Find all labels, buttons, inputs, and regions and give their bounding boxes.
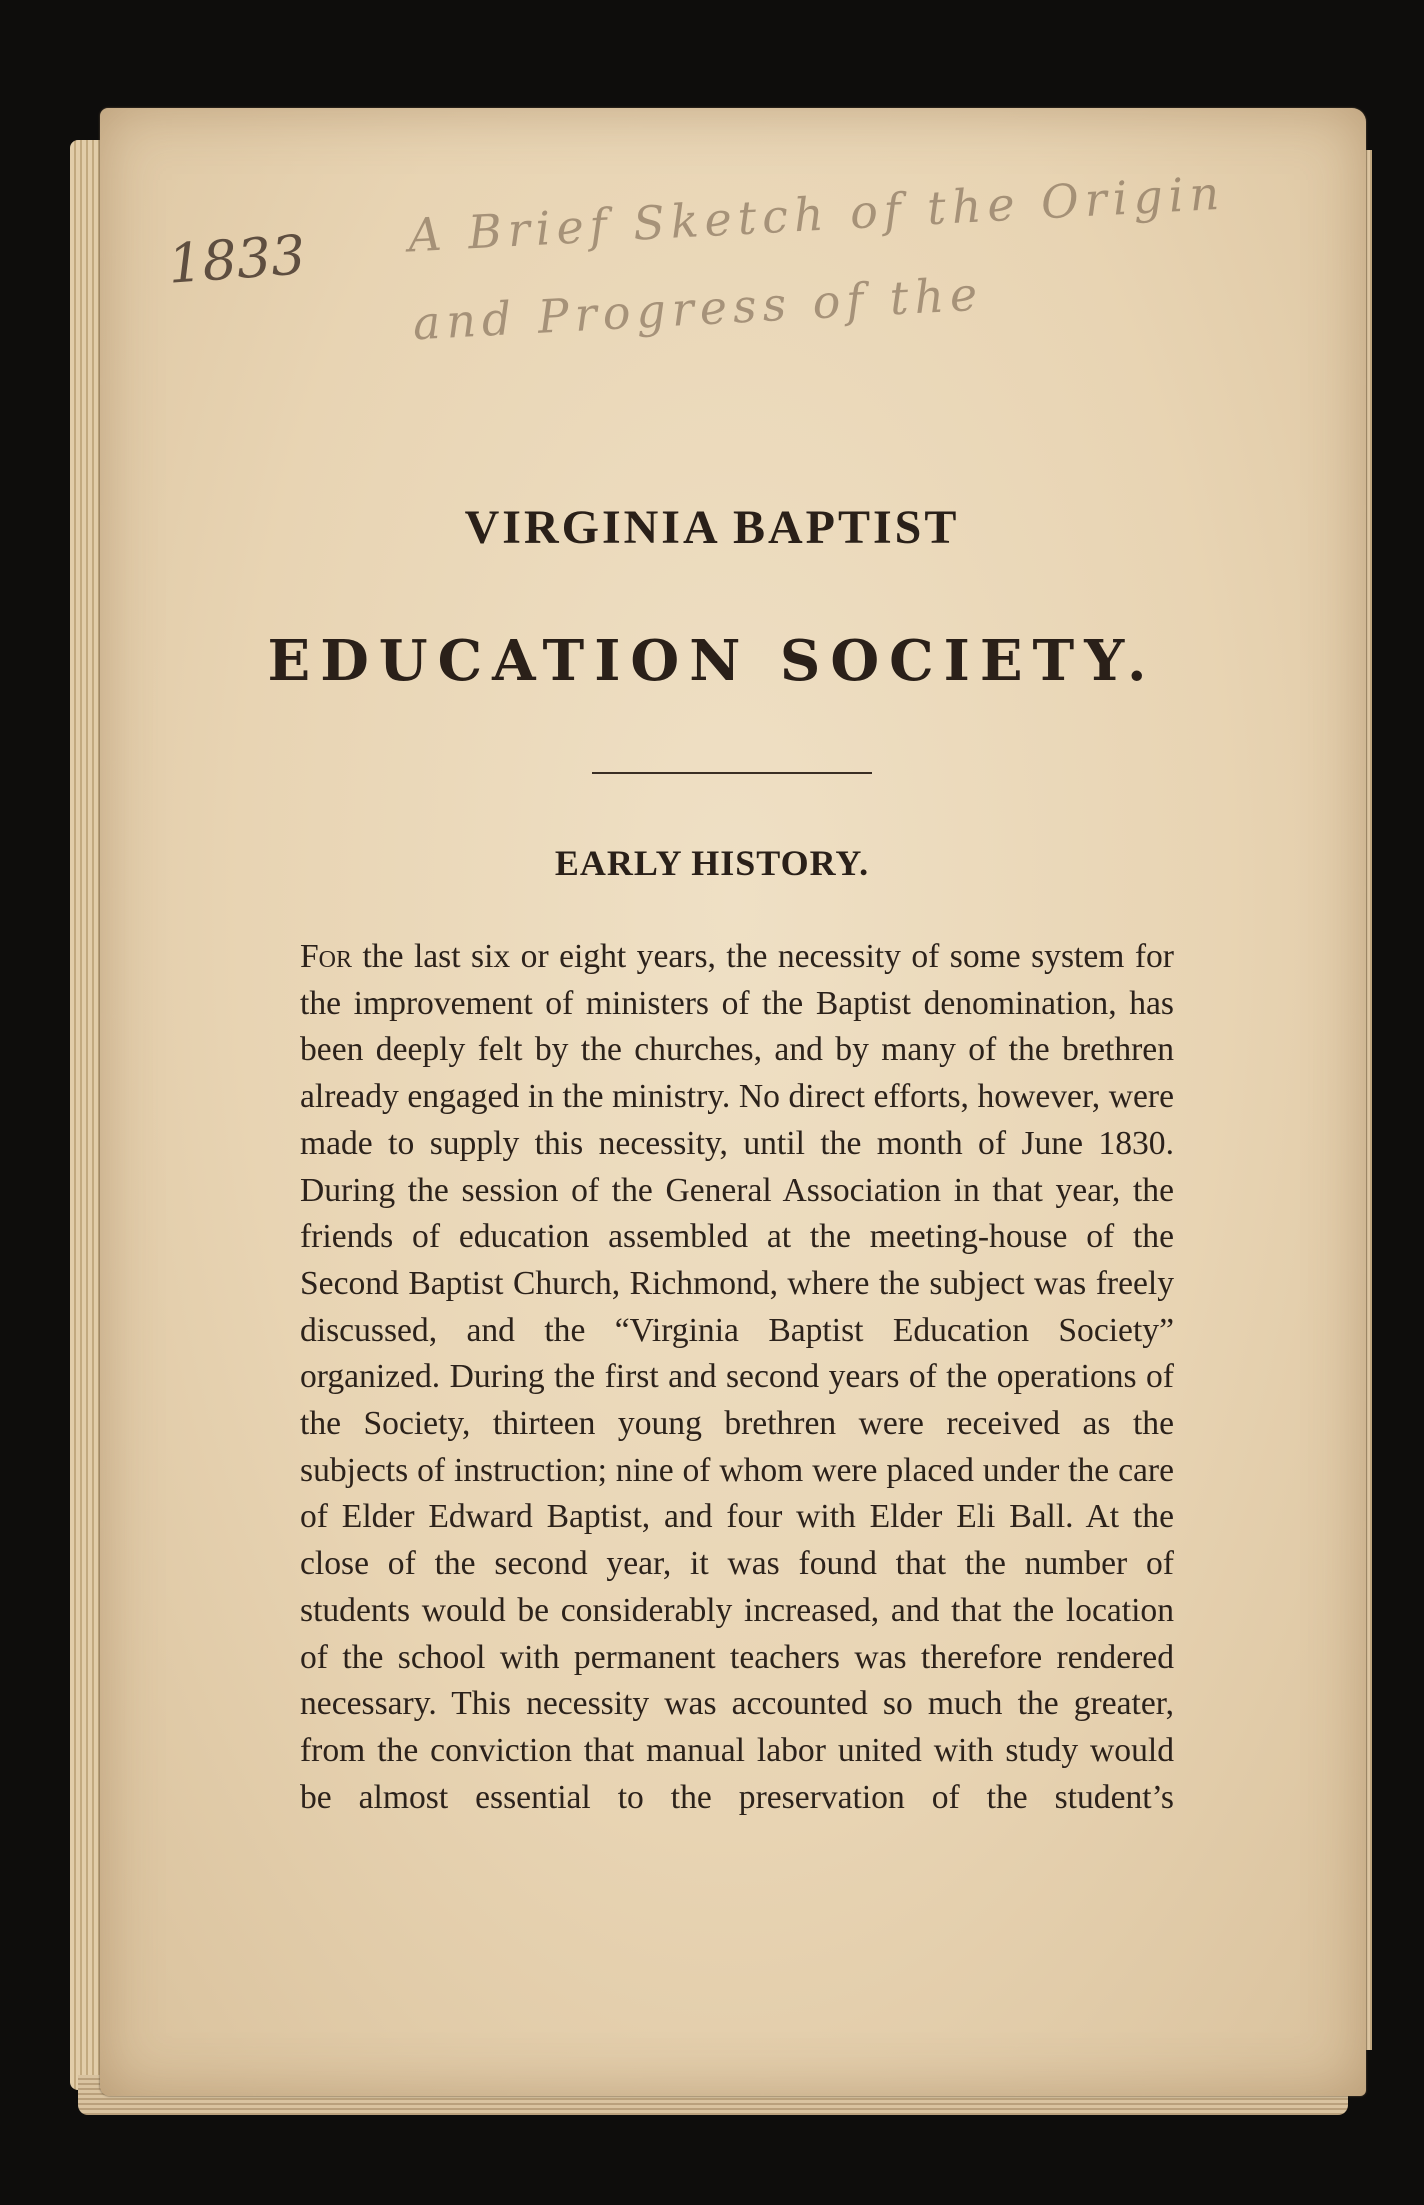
title-line-2: EDUCATION SOCIETY. xyxy=(267,628,1157,694)
handwritten-year: 1833 xyxy=(165,223,308,296)
drop-word: For xyxy=(300,938,353,975)
pencil-annotation: A Brief Sketch of the Origin and Progress of the xyxy=(406,165,1227,351)
section-heading: EARLY HISTORY. xyxy=(554,843,870,883)
body-paragraph xyxy=(300,934,1174,1821)
title-divider xyxy=(592,772,872,774)
title-line-1: VIRGINIA BAPTIST xyxy=(464,501,960,554)
body-text: the last six or eight years, the necessity of some system for the improvement of ministers of the Baptist denomination, has been deeply felt by the churches, and by many of the brethren already engaged in the ministry. No direct efforts, however, were made to supply this necessity, until the month of June 1830. During the session of the General Association in that year, the friends of education assembled at the meeting-house of the Second Baptist Church, Richmond, where the subject was freely discussed, and the “Virginia Baptist Education Society” organized. During the first and second years of the operations of the Society, thirteen young brethren were received as the subjects of instruction; nine of whom were placed under the care of Elder Edward Baptist, and four with Elder Eli Ball. At the close of the second year, it was found that the number of students would be considerably increased, and that the location of the school with permanent teachers was therefore rendered necessary. This necessity was accounted so much the greater, from the conviction that manual labor united with study would be almost essential to the preservation of the student’s xyxy=(300,938,1174,1816)
